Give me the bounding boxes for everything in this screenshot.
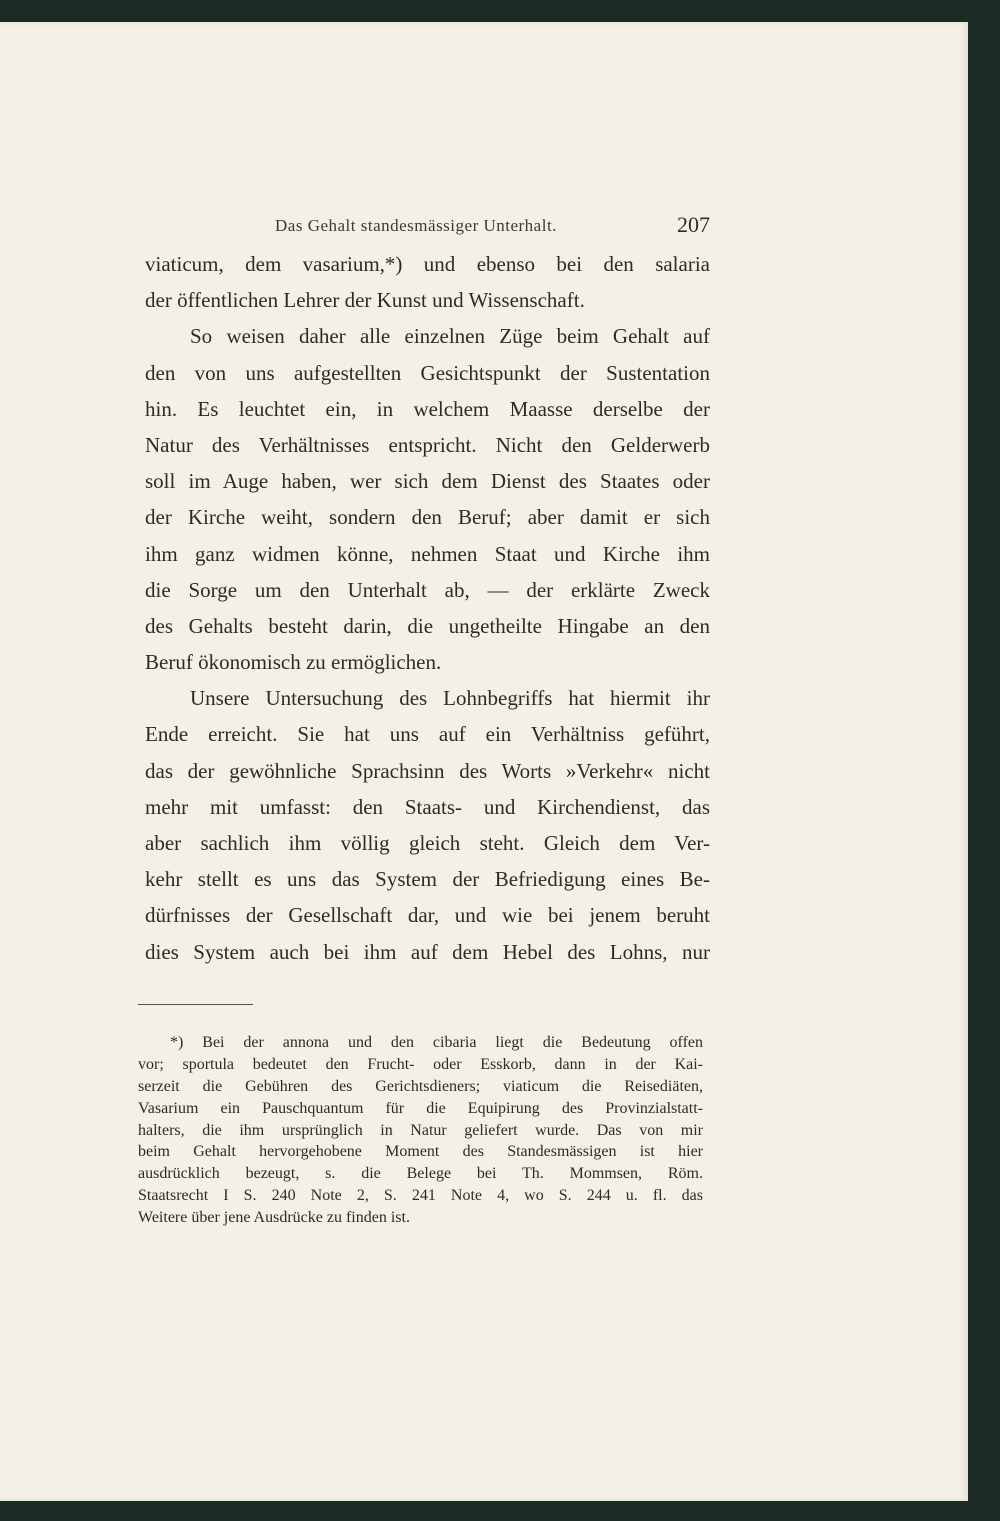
text-line: der öffentlichen Lehrer der Kunst und Wissenschaft.	[145, 288, 585, 313]
text-line: Ende erreicht. Sie hat uns auf ein Verhältniss geführt,	[145, 722, 710, 747]
text-line: Natur des Verhältnisses entspricht. Nicht den Gelderwerb	[145, 432, 710, 457]
text-line: So weisen daher alle einzelnen Züge beim Gehalt auf	[190, 324, 710, 349]
text-line: der Kirche weiht, sondern den Beruf; aber damit er sich	[145, 505, 710, 530]
page-number: 207	[677, 212, 710, 237]
footnote	[138, 1032, 703, 1229]
footnote-rule	[138, 1004, 253, 1005]
text-line: Beruf ökonomisch zu ermöglichen.	[145, 650, 442, 675]
footnote-line: vor; sportula bedeutet den Frucht- oder Esskorb, dann in der Kai-	[138, 1055, 703, 1073]
footnote-line: serzeit die Gebühren des Gerichtsdieners; viaticum die Reisediäten,	[138, 1077, 703, 1095]
footnote-line: *) Bei der annona und den cibaria liegt die Bedeutung offen	[170, 1034, 703, 1051]
running-title: Das Gehalt standesmässiger Unterhalt.	[275, 216, 557, 235]
text-line: kehr stellt es uns das System der Befriedigung eines Be-	[145, 867, 710, 892]
footnote-line: Weitere über jene Ausdrücke zu finden ist.	[138, 1209, 410, 1227]
body-text	[145, 246, 710, 970]
footnote-line: halters, die ihm ursprünglich in Natur geliefert wurde. Das von mir	[138, 1121, 703, 1139]
text-line: aber sachlich ihm völlig gleich steht. Gleich dem Ver-	[145, 831, 710, 855]
text-line: dürfnisses der Gesellschaft dar, und wie bei jenem beruht	[145, 903, 710, 928]
footnote-line: Vasarium ein Pauschquantum für die Equipirung des Provinzialstatt-	[138, 1099, 703, 1117]
footnote-line: ausdrücklich bezeugt, s. die Belege bei Th. Mommsen, Röm.	[138, 1165, 703, 1183]
text-line: des Gehalts besteht darin, die ungetheilte Hingabe an den	[145, 613, 710, 638]
text-line: das der gewöhnliche Sprachsinn des Worts »Verkehr« nicht	[145, 758, 710, 783]
text-line: Unsere Untersuchung des Lohnbegriffs hat hiermit ihr	[190, 686, 710, 711]
text-line: hin. Es leuchtet ein, in welchem Maasse derselbe der	[145, 396, 710, 421]
text-line: mehr mit umfasst: den Staats- und Kirchendienst, das	[145, 794, 710, 819]
text-line: soll im Auge haben, wer sich dem Dienst des Staates oder	[145, 469, 710, 494]
book-page	[0, 22, 968, 1501]
text-line: ihm ganz widmen könne, nehmen Staat und Kirche ihm	[145, 541, 710, 566]
text-line: viaticum, dem vasarium,*) und ebenso bei den salaria	[145, 252, 710, 276]
text-line: dies System auch bei ihm auf dem Hebel des Lohns, nur	[145, 939, 710, 964]
footnote-line: beim Gehalt hervorgehobene Moment des Standesmässigen ist hier	[138, 1143, 703, 1161]
footnote-line: Staatsrecht I S. 240 Note 2, S. 241 Note 4, wo S. 244 u. fl. das	[138, 1187, 703, 1205]
text-line: den von uns aufgestellten Gesichtspunkt der Sustentation	[145, 360, 710, 385]
text-line: die Sorge um den Unterhalt ab, — der erklärte Zweck	[145, 577, 710, 602]
